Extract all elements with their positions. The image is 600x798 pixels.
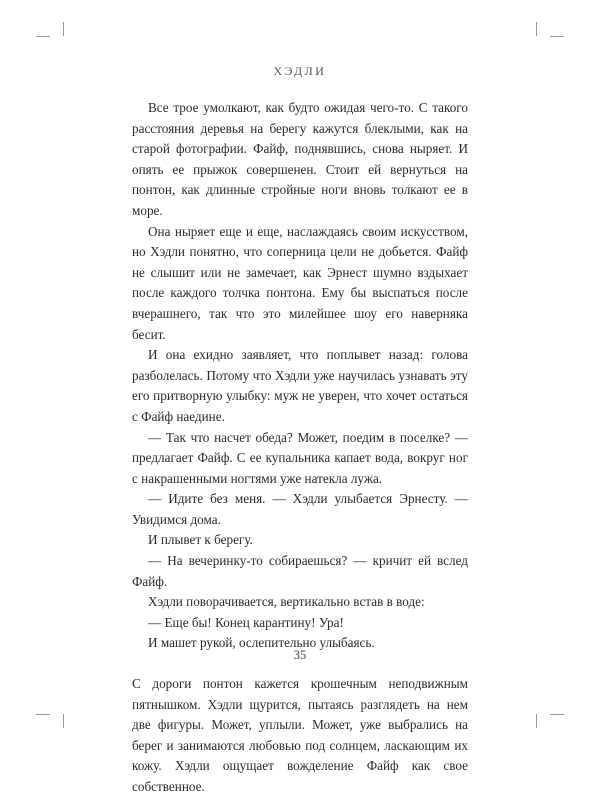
paragraph-new-section: С дороги понтон кажется крошечным неподвижным пятнышком. Хэдли щурится, пытаясь разглядеть на нем две фигуры. Может, уплыли. Может, уже выбрались на берег и занимаются любовью под солнцем, ласкающим их кожу. Хэдли ощущает вожделение Файф как свое собственное. [132, 676, 468, 794]
crop-mark-top-left-h [36, 36, 50, 37]
paragraph: — Еще бы! Конец карантину! Ура! [148, 614, 344, 630]
paragraph: И плывет к берегу. [148, 532, 253, 548]
running-head: ХЭДЛИ [273, 64, 327, 78]
paragraph: И машет рукой, ослепительно улыбаясь. [148, 635, 375, 651]
paragraph: — Идите без меня. — Хэдли улыбается Эрнесту. — Увидимся дома. [132, 491, 468, 527]
paragraph: Хэдли поворачивается, вертикально встав в воде: [148, 594, 425, 610]
paragraph: — На вечеринку-то собираешься? — кричит ей вслед Файф. [132, 553, 468, 589]
crop-mark-bottom-right-h [550, 714, 564, 715]
crop-mark-top-left-v [63, 22, 64, 36]
paragraph: Все трое умолкают, как будто ожидая чего-то. С такого расстояния деревья на берегу кажутся блеклыми, как на старой фотографии. Файф, поднявшись, снова ныряет. И опять ее прыжок совершенен. Стоит ей вернуться на понтон, как длинные стройные ноги вновь толкают ее в море. [132, 100, 468, 218]
crop-mark-top-right-h [550, 36, 564, 37]
paragraph: И она ехидно заявляет, что поплывет назад: голова разболелась. Потому что Хэдли уже научилась узнавать эту его притворную улыбку: муж не уверен, что хочет остаться с Файф наедине. [132, 347, 468, 424]
crop-mark-bottom-left-h [36, 714, 50, 715]
paragraph: Она ныряет еще и еще, наслаждаясь своим искусством, но Хэдли понятно, что соперница цели не добьется. Файф не слышит или не замечает, как Эрнест шумно вздыхает после каждого толчка понтона. Ему бы выспаться после вчерашнего, так что это милейшее шоу его наверняка бесит. [132, 223, 468, 342]
page-number: 35 [293, 648, 307, 662]
body-text [132, 98, 468, 798]
crop-mark-bottom-right-v [536, 714, 537, 728]
paragraph: — Так что насчет обеда? Может, поедим в поселке? — предлагает Файф. С ее купальника капает вода, вокруг ног с накрашенными ногтями уже натекла лужа. [132, 429, 468, 486]
crop-mark-bottom-left-v [63, 714, 64, 728]
crop-mark-top-right-v [536, 22, 537, 36]
